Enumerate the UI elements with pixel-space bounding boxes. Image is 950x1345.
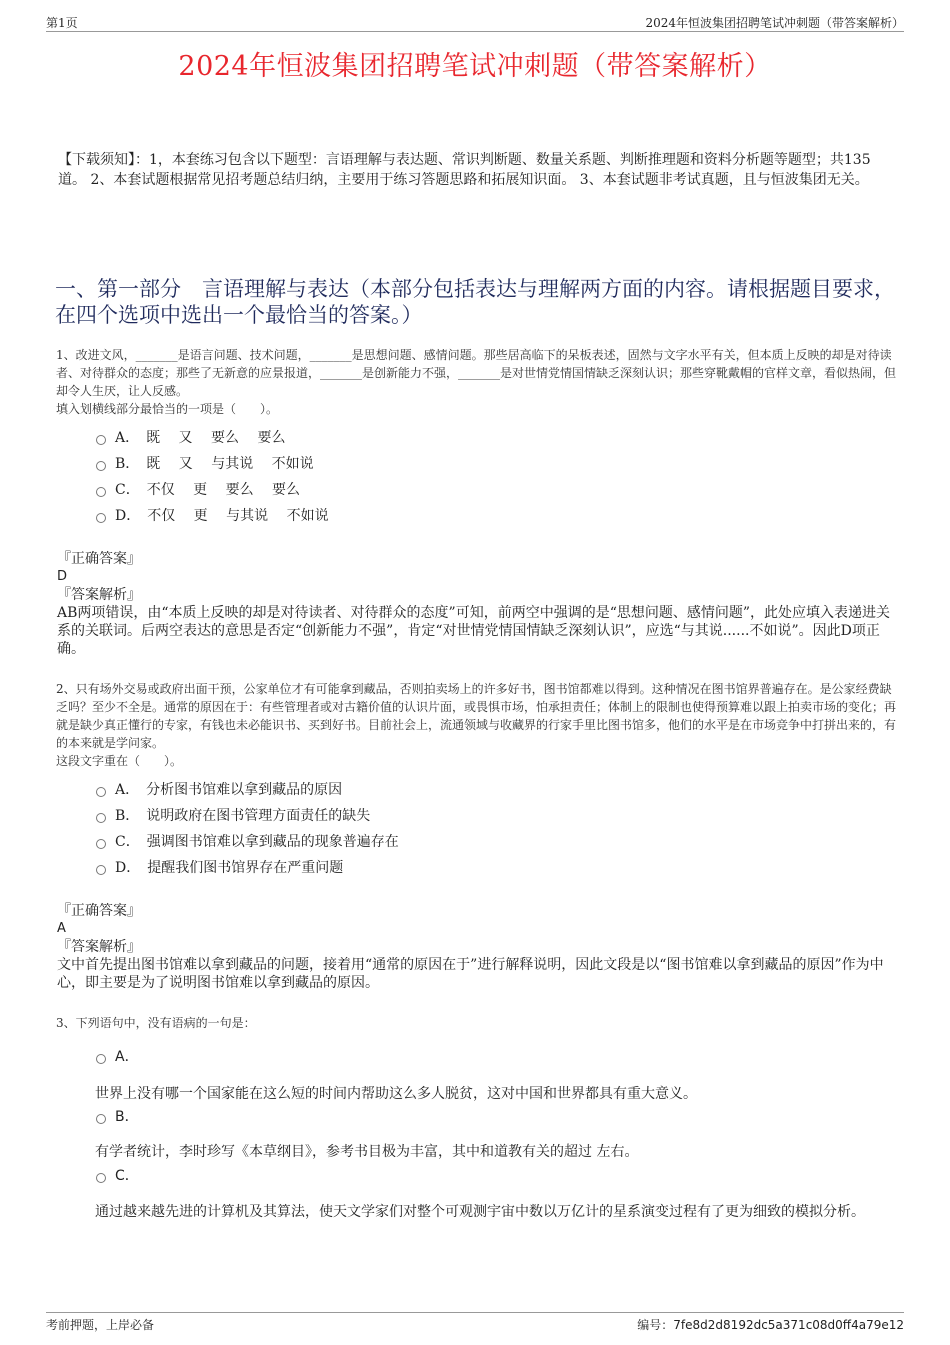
q1-option-d[interactable]: D． 不仅 更 与其说 不如说 — [96, 503, 329, 529]
q2-option-d[interactable]: D． 提醒我们图书馆界存在严重问题 — [96, 855, 399, 881]
analysis-text: AB两项错误，由“本质上反映的却是对待读者、对待群众的态度”可知，前两空中强调的是“思想问题、感情问题”，此处应填入表递进关系的关联词。后两空表达的意思是否定“创新能力不强”，肯定“对世情党情国情缺乏深刻认识”，应选“与其说......不如说”。因此D项正确。 — [57, 605, 891, 657]
q1-option-b[interactable]: B． 既 又 与其说 不如说 — [96, 451, 329, 477]
header-doc-title: 2024年恒波集团招聘笔试冲刺题（带答案解析） — [645, 16, 904, 30]
section-heading: 一、第一部分 言语理解与表达（本部分包括表达与理解两方面的内容。请根据题目要求，在四个选项中选出一个最恰当的答案。） — [55, 277, 895, 327]
q2-option-b[interactable]: B． 说明政府在图书管理方面责任的缺失 — [96, 803, 399, 829]
question-3-stem — [56, 1014, 902, 1032]
analysis-label: 『答案解析』 — [57, 587, 141, 603]
question-2-prompt: 这段文字重在（ ）。 — [56, 754, 183, 768]
question-1-options — [96, 425, 329, 529]
radio-icon[interactable] — [96, 513, 106, 523]
question-2-stem — [56, 680, 902, 770]
page-number: 第1页 — [46, 16, 78, 30]
page-header — [46, 14, 904, 32]
radio-icon[interactable] — [96, 865, 106, 875]
question-1-stem — [56, 346, 902, 418]
radio-icon[interactable] — [96, 461, 106, 471]
answer-letter: D — [57, 569, 68, 584]
footer-code — [637, 1316, 904, 1333]
radio-icon[interactable] — [96, 435, 106, 445]
q1-option-c[interactable]: C． 不仅 更 要么 要么 — [96, 477, 329, 503]
question-2-answer — [57, 902, 897, 992]
analysis-label: 『答案解析』 — [57, 939, 141, 955]
answer-letter: A — [57, 921, 66, 936]
footer-code-label: 编号： — [637, 1318, 674, 1332]
radio-icon[interactable] — [96, 1173, 106, 1183]
question-1-prompt: 填入划横线部分最恰当的一项是（ ）。 — [56, 402, 279, 416]
answer-label: 『正确答案』 — [57, 551, 141, 567]
radio-icon[interactable] — [96, 787, 106, 797]
footer-code-value: 7fe8d2d8192dc5a371c08d0ff4a79e12 — [673, 1318, 904, 1332]
question-2-text: 2、只有场外交易或政府出面干预，公家单位才有可能拿到藏品，否则拍卖场上的许多好书，图书馆都难以得到。这种情况在图书馆界普遍存在。是公家经费缺乏吗？至少不全是。通常的原因在于：有些管理者或对古籍价值的认识片面，或畏惧市场，怕承担责任；体制上的限制也使得预算难以跟上拍卖市场的变化；再就是缺少真正懂行的专家，有钱也未必能识书、买到好书。目前社会上，流通领域与收藏界的行家手里比图书馆多，他们的水平是在市场竞争中打拼出来的，有的本来就是学问家。 — [56, 682, 897, 750]
page-title: 2024年恒波集团招聘笔试冲刺题（带答案解析） — [178, 51, 772, 82]
answer-label: 『正确答案』 — [57, 903, 141, 919]
q3-option-a[interactable]: A． — [96, 1044, 139, 1070]
radio-icon[interactable] — [96, 1114, 106, 1124]
q3-option-c-text: 通过越来越先进的计算机及其算法，使天文学家们对整个可观测宇宙中数以万亿计的星系演变过程有了更为细致的模拟分析。 — [95, 1204, 865, 1220]
radio-icon[interactable] — [96, 1054, 106, 1064]
analysis-text: 文中首先提出图书馆难以拿到藏品的问题，接着用“通常的原因在于”进行解释说明，因此文段是以“图书馆难以拿到藏品的原因”作为中心，即主要是为了说明图书馆难以拿到藏品的原因。 — [57, 957, 884, 991]
q1-option-a[interactable]: A． 既 又 要么 要么 — [96, 425, 329, 451]
question-2-options — [96, 777, 399, 881]
q2-option-c[interactable]: C． 强调图书馆难以拿到藏品的现象普遍存在 — [96, 829, 399, 855]
q3-option-c[interactable]: C． — [96, 1163, 139, 1189]
q3-option-a-text: 世界上没有哪一个国家能在这么短的时间内帮助这么多人脱贫，这对中国和世界都具有重大意义。 — [95, 1086, 697, 1102]
q3-option-b[interactable]: B． — [96, 1104, 139, 1130]
radio-icon[interactable] — [96, 487, 106, 497]
question-1-answer — [57, 550, 897, 658]
footer-slogan: 考前押题，上岸必备 — [46, 1318, 155, 1332]
q2-option-a[interactable]: A． 分析图书馆难以拿到藏品的原因 — [96, 777, 399, 803]
q3-option-b-text: 有学者统计，李时珍写《本草纲目》，参考书目极为丰富，其中和道教有关的超过 左右。 — [95, 1144, 639, 1160]
download-notice: 【下载须知】：1，本套练习包含以下题型：言语理解与表达题、常识判断题、数量关系题、判断推理题和资料分析题等题型；共135道。 2、本套试题根据常见招考题总结归纳，主要用于练习答题思路和拓展知识面。 3、本套试题非考试真题，且与恒波集团无关。 — [58, 152, 871, 188]
page-footer — [46, 1312, 904, 1332]
radio-icon[interactable] — [96, 813, 106, 823]
question-3-text: 3、下列语句中，没有语病的一句是： — [56, 1016, 256, 1030]
radio-icon[interactable] — [96, 839, 106, 849]
question-1-text: 1、改进文风，_______是语言问题、技术问题，_______是思想问题、感情问题。那些居高临下的呆板表述，固然与文字水平有关，但本质上反映的却是对待读者、对待群众的态度；那些了无新意的应景报道，_______是创新能力不强，_______是对世情党情国情缺乏深刻认识；那些穿靴戴帽的官样文章，看似热闹，但却令人生厌，让人反感。 — [56, 348, 897, 398]
